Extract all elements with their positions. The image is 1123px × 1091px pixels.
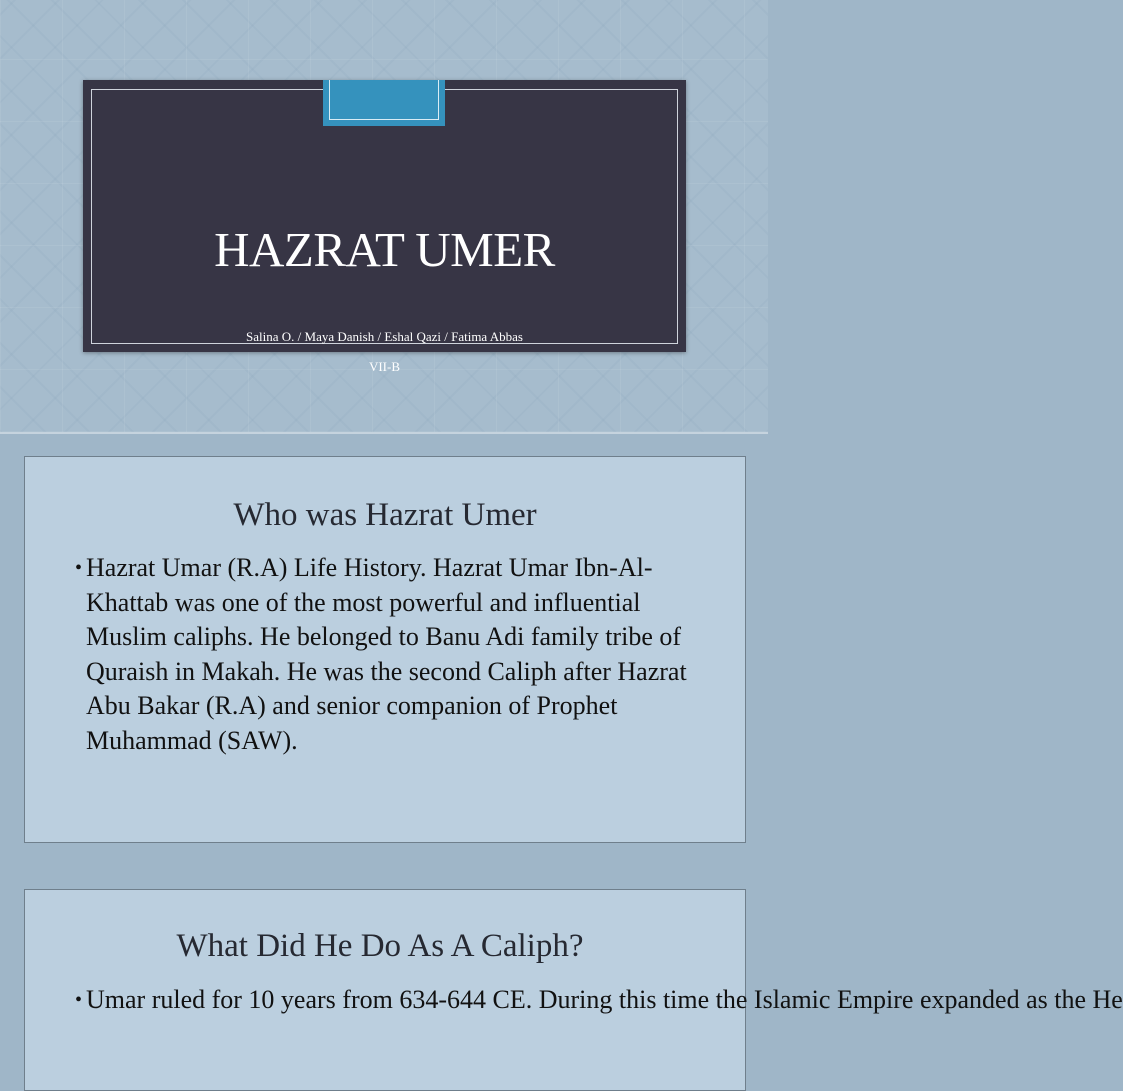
title-slide (0, 0, 768, 432)
accent-tab-inner-line (329, 80, 439, 120)
bullet-text: • Hazrat Umar (R.A) Life History. Hazrat Umar Ibn-Al-Khattab was one of the most powerful and influential Muslim caliphs. He belonged to Banu Adi family tribe of Quraish in Makah. He was the second Caliph after Hazrat Abu Bakar (R.A) and senior companion of Prophet Muhammad (SAW). (75, 551, 705, 758)
slide-content-box (24, 889, 1123, 1091)
title-card-border (91, 89, 678, 344)
slide-content-box (24, 456, 746, 843)
title-card (83, 80, 686, 374)
bullet-text: • Umar ruled for 10 years from 634-644 CE. During this time the Islamic Empire expanded as the He (75, 983, 705, 1018)
slide-heading: Who was Hazrat Umer (233, 497, 537, 533)
accent-tab (323, 80, 445, 126)
presentation-title: HAZRAT UMER (214, 222, 555, 277)
slide-caliph (0, 866, 1123, 1024)
slide-heading: What Did He Do As A Caliph? (176, 928, 584, 964)
slide-who-was (0, 434, 768, 854)
authors-line: Salina O. / Maya Danish / Eshal Qazi / Fatima Abbas (246, 329, 523, 344)
class-label: VII-B (368, 359, 401, 374)
